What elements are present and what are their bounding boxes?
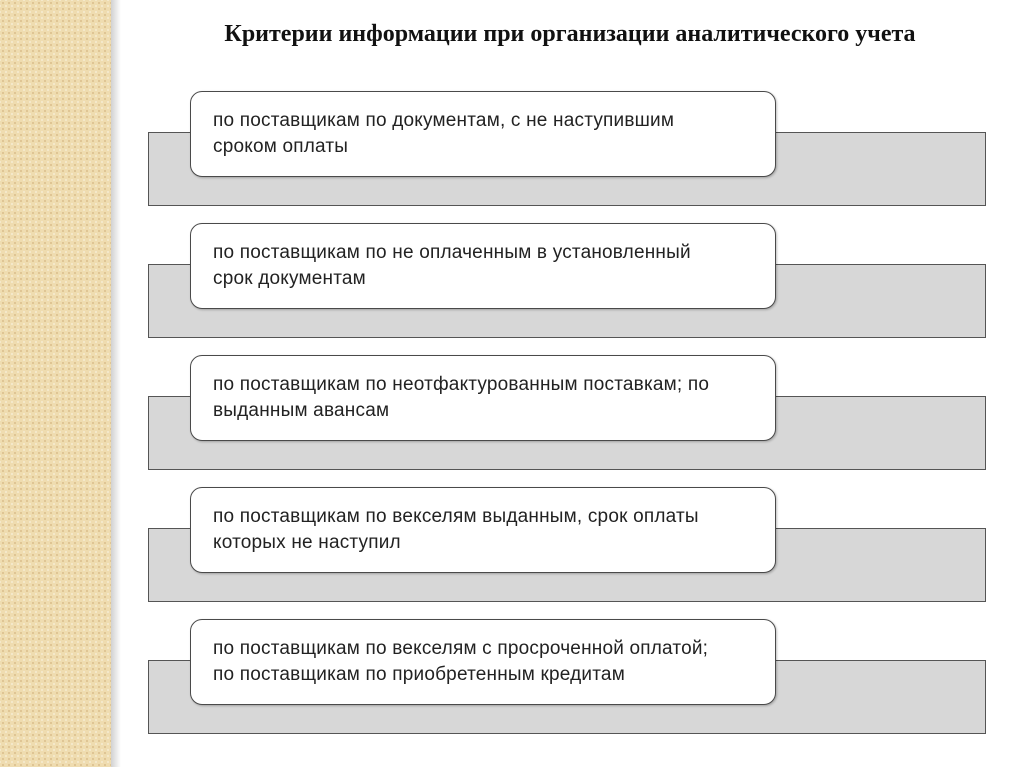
criterion-box-1	[190, 91, 776, 177]
criterion-1-line-2: сроком оплаты	[213, 136, 349, 157]
criterion-text-4	[213, 504, 758, 556]
criterion-box-5	[190, 619, 776, 705]
criterion-box-4	[190, 487, 776, 573]
criterion-4-line-1: по поставщикам по векселям выданным, срок оплаты	[213, 506, 699, 527]
page-title: Критерии информации при организации аналитического учета	[224, 21, 916, 47]
criterion-1-line-1: по поставщикам по документам, с не наступившим	[213, 110, 675, 131]
criterion-4-line-2: которых не наступил	[213, 532, 401, 553]
criterion-2-line-2: срок документам	[213, 268, 366, 289]
criterion-text-1	[213, 108, 758, 160]
decorative-left-stripe	[0, 0, 111, 767]
criterion-2-line-1: по поставщикам по не оплаченным в установленный	[213, 242, 691, 263]
criterion-box-3	[190, 355, 776, 441]
stripe-shadow	[111, 0, 121, 767]
criterion-5-line-1: по поставщикам по векселям с просроченной оплатой;	[213, 638, 709, 659]
criterion-text-2	[213, 240, 758, 292]
criterion-5-line-2: по поставщикам по приобретенным кредитам	[213, 664, 625, 685]
criterion-box-2	[190, 223, 776, 309]
criterion-3-line-1: по поставщикам по неотфактурованным поставкам; по	[213, 374, 710, 395]
criterion-3-line-2: выданным авансам	[213, 400, 390, 421]
criterion-text-5	[213, 636, 758, 688]
criterion-text-3	[213, 372, 758, 424]
